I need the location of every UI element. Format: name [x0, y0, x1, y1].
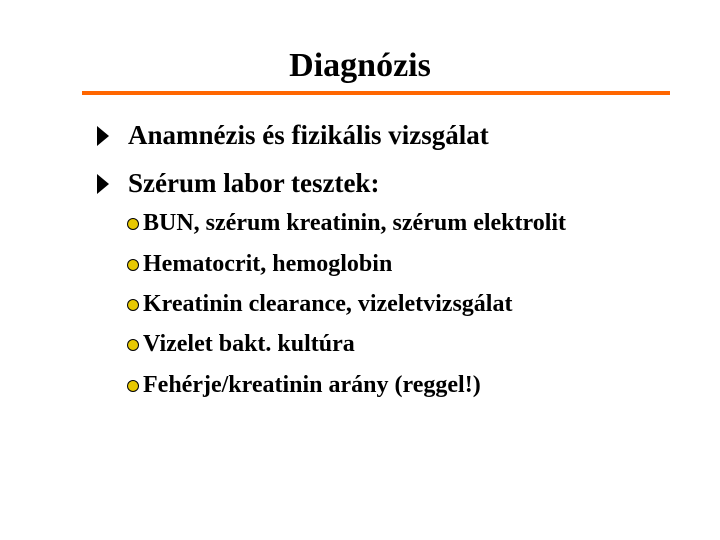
slide-title: Diagnózis	[289, 47, 431, 84]
bullet-text: Szérum labor tesztek:	[128, 168, 380, 198]
sub-bullet-item	[127, 327, 355, 361]
triangle-right-icon	[97, 174, 109, 194]
triangle-right-icon	[97, 126, 109, 146]
round-bullet-icon	[127, 380, 139, 392]
sub-bullet-text: Kreatinin clearance, vizeletvizsgálat	[143, 291, 513, 317]
title-underline	[82, 91, 670, 95]
round-bullet-icon	[127, 218, 139, 230]
sub-bullet-item	[127, 368, 481, 402]
bullet-text: Anamnézis és fizikális vizsgálat	[128, 120, 489, 150]
round-bullet-icon	[127, 299, 139, 311]
round-bullet-icon	[127, 259, 139, 271]
sub-bullet-text: BUN, szérum kreatinin, szérum elektrolit	[143, 210, 567, 236]
sub-bullet-text: Fehérje/kreatinin arány (reggel!)	[143, 372, 481, 398]
sub-bullet-item	[127, 287, 512, 321]
round-bullet-icon	[127, 339, 139, 351]
sub-bullet-item	[127, 247, 392, 281]
bullet-item	[97, 165, 379, 201]
sub-bullet-text: Hematocrit, hemoglobin	[143, 251, 393, 277]
sub-bullet-item	[127, 206, 566, 240]
sub-bullet-text: Vizelet bakt. kultúra	[143, 331, 355, 357]
bullet-item	[97, 117, 489, 153]
